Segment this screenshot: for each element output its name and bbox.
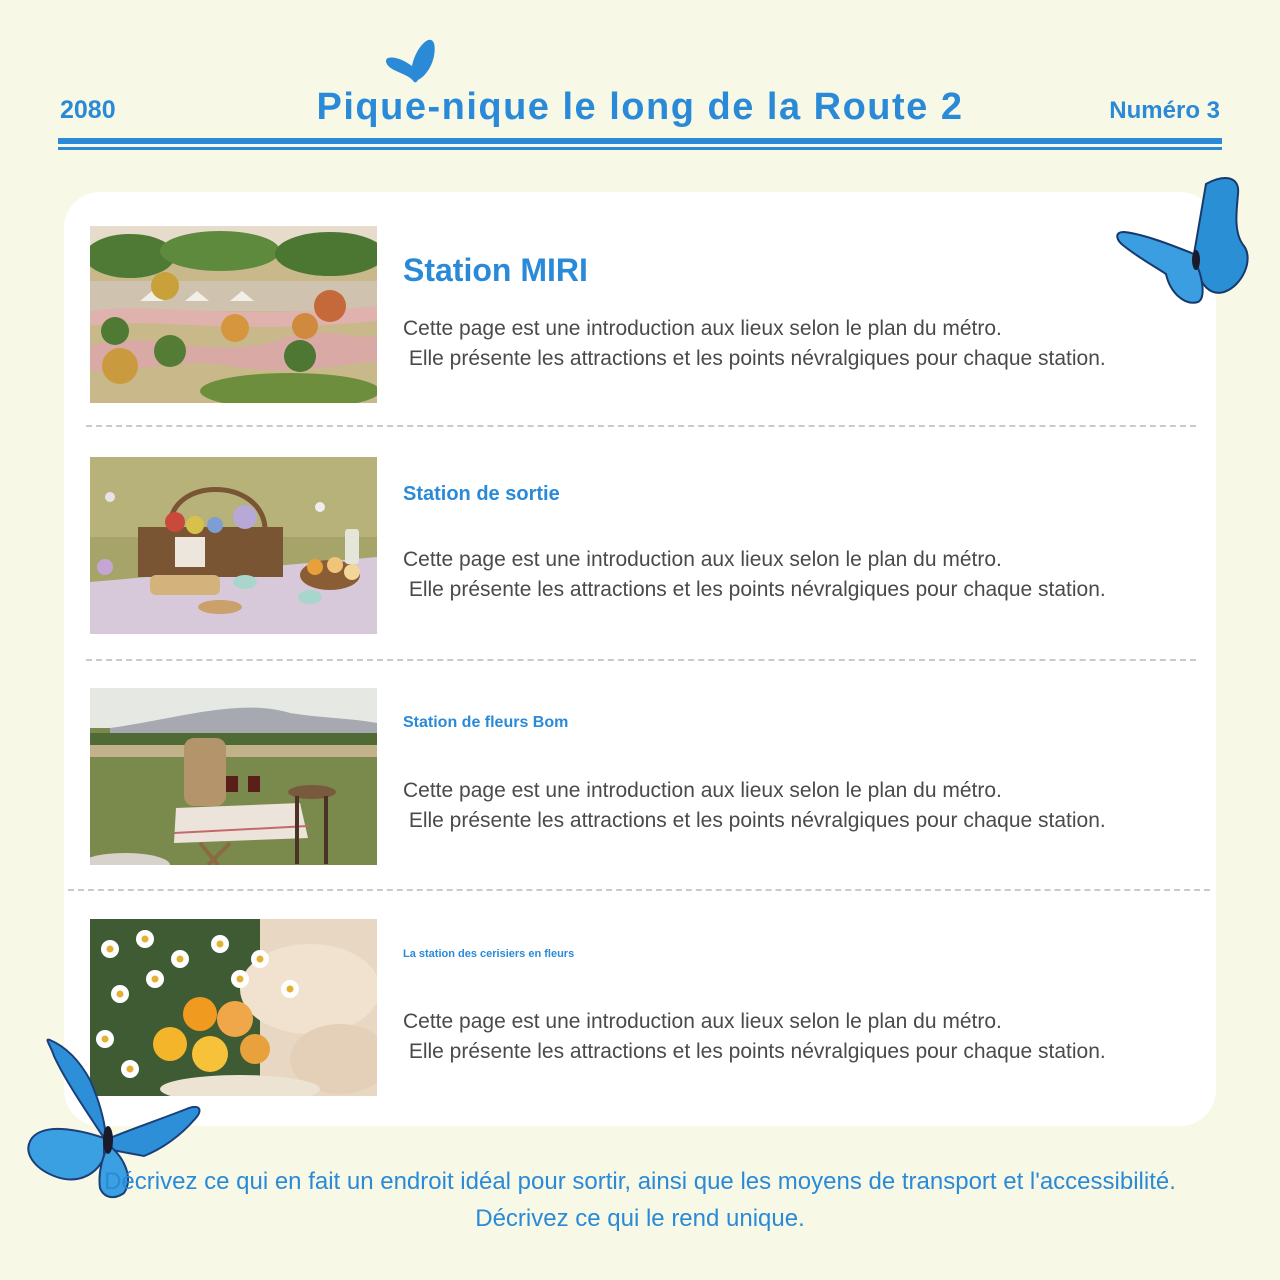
description-line-1: Cette page est une introduction aux lieux selon le plan du métro. (403, 779, 1002, 802)
station-item (64, 192, 1216, 423)
station-item (64, 654, 1216, 885)
station-title: Station MIRI (403, 252, 588, 288)
year-label: 2080 (60, 96, 116, 124)
description-line-1: Cette page est une introduction aux lieux selon le plan du métro. (403, 317, 1002, 340)
description-line-1: Cette page est une introduction aux lieux selon le plan du métro. (403, 548, 1002, 571)
page-header (58, 0, 1222, 160)
station-description (403, 545, 1106, 605)
station-description (403, 314, 1106, 374)
station-title: Station de fleurs Bom (403, 714, 569, 731)
stations-card (64, 192, 1216, 1126)
station-image (90, 457, 377, 634)
station-item (64, 885, 1216, 1116)
station-image (90, 688, 377, 865)
station-description (403, 1007, 1106, 1067)
issue-number: Numéro 3 (1109, 97, 1220, 124)
description-line-1: Cette page est une introduction aux lieux selon le plan du métro. (403, 1010, 1002, 1033)
description-line-2: Elle présente les attractions et les points névralgiques pour chaque station. (403, 347, 1106, 370)
description-line-2: Elle présente les attractions et les points névralgiques pour chaque station. (403, 809, 1106, 832)
station-title: Station de sortie (403, 483, 560, 505)
butterfly-icon (1114, 174, 1260, 308)
footer-line-1: Décrivez ce qui en fait un endroit idéal pour sortir, ainsi que les moyens de transport et l'accessibilité. (104, 1168, 1176, 1195)
page-title: Pique-nique le long de la Route 2 (316, 86, 964, 128)
station-item (64, 423, 1216, 654)
footer-line-2: Décrivez ce qui le rend unique. (475, 1205, 805, 1232)
footer-text (0, 1163, 1280, 1237)
station-title: La station des cerisiers en fleurs (403, 948, 575, 960)
station-description (403, 776, 1106, 836)
header-rule-thin (58, 147, 1222, 150)
station-image (90, 226, 377, 403)
butterfly-icon (384, 36, 440, 86)
header-rule-thick (58, 138, 1222, 144)
description-line-2: Elle présente les attractions et les points névralgiques pour chaque station. (403, 578, 1106, 601)
description-line-2: Elle présente les attractions et les points névralgiques pour chaque station. (403, 1040, 1106, 1063)
